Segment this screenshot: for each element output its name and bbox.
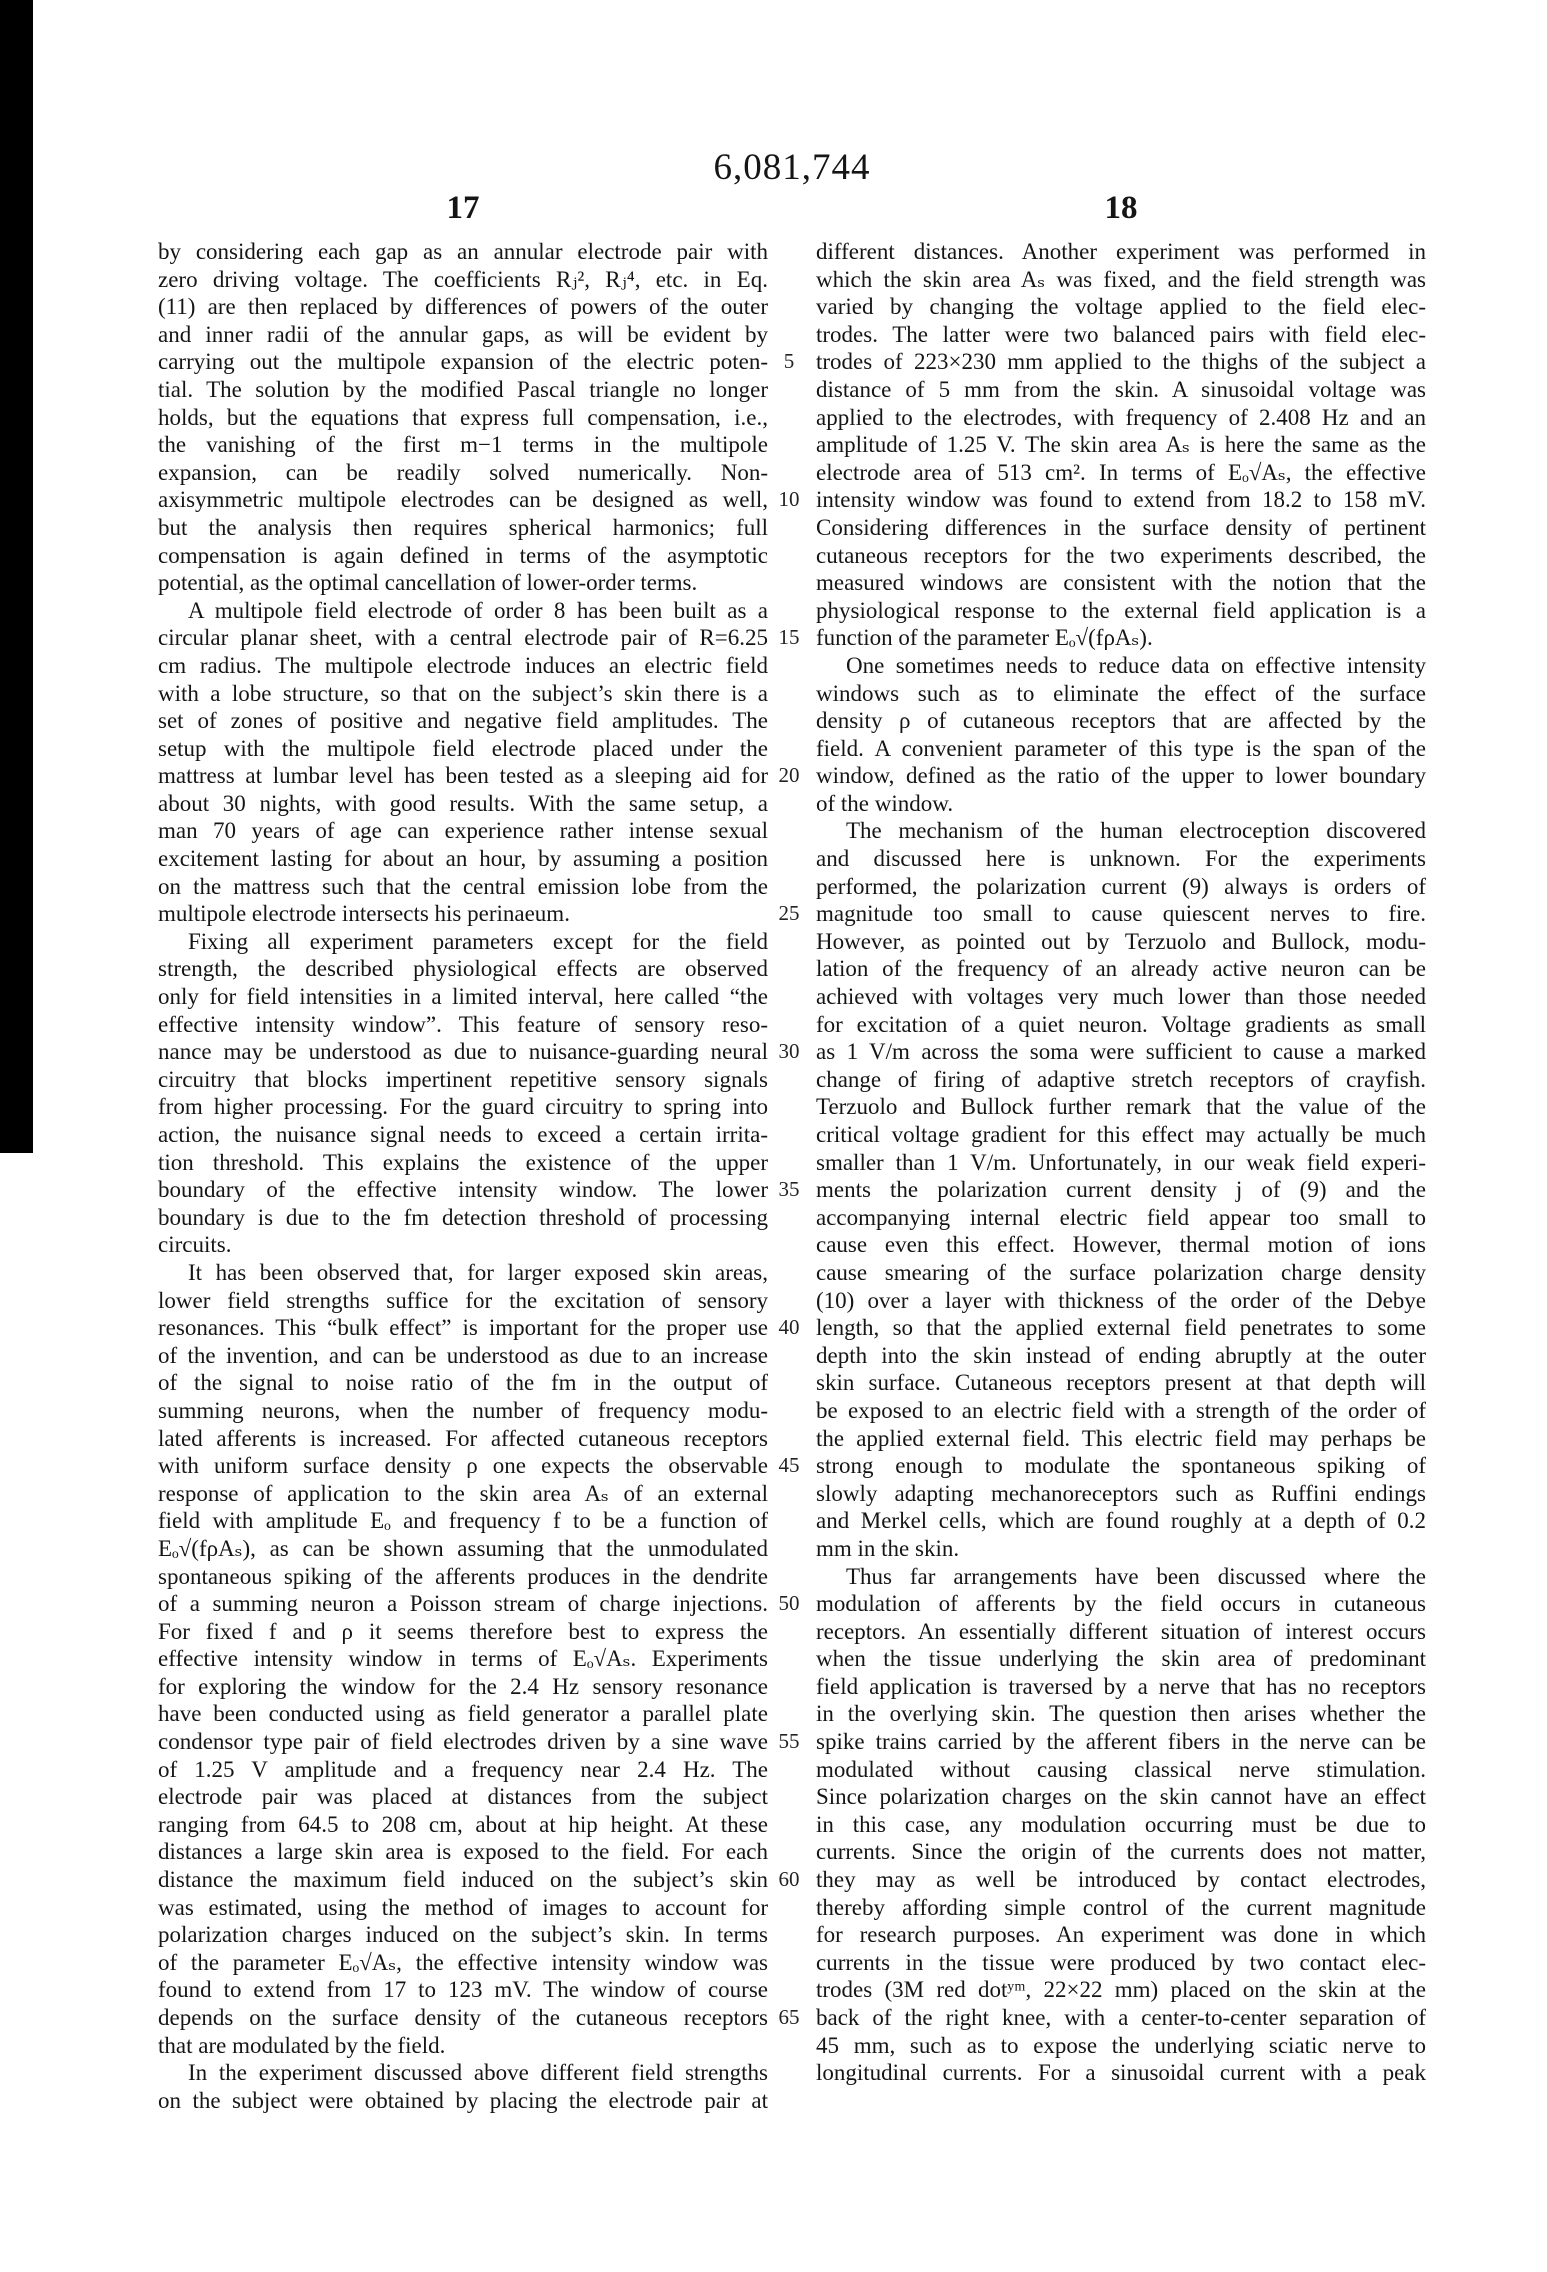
line-number: 5 xyxy=(783,349,795,374)
text-line: from higher processing. For the guard circuitry to spring into xyxy=(158,1094,768,1120)
line-number: 25 xyxy=(778,901,800,926)
text-line: trodes (3M red dotʸᵐ, 22×22 mm) placed on the skin at the xyxy=(816,1977,1426,2003)
text-line: spike trains carried by the afferent fibers in the nerve can be xyxy=(816,1729,1426,1755)
text-line: field. A convenient parameter of this type is the span of the xyxy=(816,735,1426,761)
text-line: distance of 5 mm from the skin. A sinusoidal voltage was xyxy=(816,376,1426,402)
text-line: for research purposes. An experiment was done in which xyxy=(816,1922,1426,1948)
line-number: 60 xyxy=(778,1867,800,1892)
text-line: distances a large skin area is exposed to the field. For each xyxy=(158,1839,768,1865)
text-line: nance may be understood as due to nuisance-guarding neural xyxy=(158,1039,768,1065)
text-line: which the skin area Aₛ was fixed, and the field strength was xyxy=(816,266,1426,292)
text-line: lated afferents is increased. For affected cutaneous receptors xyxy=(158,1425,768,1451)
text-line: Since polarization charges on the skin cannot have an effect xyxy=(816,1784,1426,1810)
text-line: It has been observed that, for larger exposed skin areas, xyxy=(188,1259,768,1285)
line-number: 55 xyxy=(778,1729,800,1754)
text-line: density ρ of cutaneous receptors that are affected by the xyxy=(816,708,1426,734)
text-column-right xyxy=(816,238,1426,2087)
text-line: currents in the tissue were produced by two contact elec- xyxy=(816,1949,1426,1975)
text-line: compensation is again defined in terms of the asymptotic xyxy=(158,542,768,568)
line-number: 10 xyxy=(778,487,800,512)
text-line: for exploring the window for the 2.4 Hz sensory resonance xyxy=(158,1673,768,1699)
text-line: Terzuolo and Bullock further remark that the value of the xyxy=(816,1094,1426,1120)
text-line: that are modulated by the field. xyxy=(158,2032,446,2058)
text-line: magnitude too small to cause quiescent nerves to fire. xyxy=(816,901,1426,927)
text-line: (10) over a layer with thickness of the order of the Debye xyxy=(816,1287,1426,1313)
text-line: potential, as the optimal cancellation of lower-order terms. xyxy=(158,570,698,596)
text-line: depth into the skin instead of ending abruptly at the outer xyxy=(816,1342,1426,1368)
text-line: function of the parameter Eₒ√(fρAₛ). xyxy=(816,625,1153,651)
text-line: of the window. xyxy=(816,790,954,816)
text-line: multipole electrode intersects his perinaeum. xyxy=(158,901,570,927)
text-line: For fixed f and ρ it seems therefore best to express the xyxy=(158,1618,768,1644)
text-line: as 1 V/m across the soma were sufficient to cause a marked xyxy=(816,1039,1426,1065)
text-line: on the subject were obtained by placing the electrode pair at xyxy=(158,2087,768,2113)
line-number: 40 xyxy=(778,1315,800,1340)
text-line: but the analysis then requires spherical harmonics; full xyxy=(158,514,768,540)
text-line: tial. The solution by the modified Pascal triangle no longer xyxy=(158,376,768,402)
line-number: 65 xyxy=(778,2005,800,2030)
text-line: carrying out the multipole expansion of the electric poten- xyxy=(158,349,768,375)
text-line: by considering each gap as an annular electrode pair with xyxy=(158,239,768,264)
text-line: lower field strengths suffice for the excitation of sensory xyxy=(158,1287,768,1313)
text-line: with uniform surface density ρ one expects the observable xyxy=(158,1453,768,1479)
text-line: of the invention, and can be understood as due to an increase xyxy=(158,1342,768,1368)
line-number: 15 xyxy=(778,625,800,650)
text-line: length, so that the applied external field penetrates to some xyxy=(816,1315,1426,1341)
text-line: circular planar sheet, with a central electrode pair of R=6.25 xyxy=(158,625,768,651)
scan-artifact-bar xyxy=(0,0,33,1153)
text-line: cutaneous receptors for the two experiments described, the xyxy=(816,542,1426,568)
text-line: only for field intensities in a limited interval, here called “the xyxy=(158,984,768,1010)
text-line: accompanying internal electric field appear too small to xyxy=(816,1204,1426,1230)
text-line: depends on the surface density of the cutaneous receptors xyxy=(158,2005,768,2030)
text-line: circuitry that blocks impertinent repetitive sensory signals xyxy=(158,1066,768,1092)
text-line: back of the right knee, with a center-to-center separation of xyxy=(816,2005,1426,2030)
line-number-gutter xyxy=(766,238,812,2038)
text-line: critical voltage gradient for this effect may actually be much xyxy=(816,1122,1426,1147)
text-line: and Merkel cells, which are found roughly at a depth of 0.2 xyxy=(816,1508,1426,1534)
text-line: cm radius. The multipole electrode induces an electric field xyxy=(158,652,768,678)
text-line: excitement lasting for about an hour, by assuming a position xyxy=(158,846,768,872)
text-line: Considering differences in the surface density of pertinent xyxy=(816,514,1426,540)
text-line: longitudinal currents. For a sinusoidal current with a peak xyxy=(816,2060,1426,2086)
line-number: 50 xyxy=(778,1591,800,1616)
text-line: circuits. xyxy=(158,1232,232,1258)
text-line: and inner radii of the annular gaps, as will be evident by xyxy=(158,321,768,347)
text-line: of a summing neuron a Poisson stream of charge injections. xyxy=(158,1591,768,1617)
text-line: physiological response to the external field application is a xyxy=(816,597,1426,623)
text-line: of 1.25 V amplitude and a frequency near 2.4 Hz. The xyxy=(158,1756,768,1782)
text-line: mattress at lumbar level has been tested as a sleeping aid for xyxy=(158,763,768,789)
text-line: cause smearing of the surface polarization charge density xyxy=(816,1259,1426,1285)
line-number: 35 xyxy=(778,1177,800,1202)
text-line: Thus far arrangements have been discussed where the xyxy=(846,1563,1426,1589)
text-line: tion threshold. This explains the existence of the upper xyxy=(158,1149,768,1175)
text-line: field application is traversed by a nerve that has no receptors xyxy=(816,1673,1426,1699)
text-line: set of zones of positive and negative field amplitudes. The xyxy=(158,708,768,734)
text-line: achieved with voltages very much lower than those needed xyxy=(816,984,1426,1010)
text-line: summing neurons, when the number of frequency modu- xyxy=(158,1397,768,1423)
text-line: (11) are then replaced by differences of powers of the outer xyxy=(158,294,768,320)
text-line: ments the polarization current density j of (9) and the xyxy=(816,1177,1426,1203)
text-line: performed, the polarization current (9) always is orders of xyxy=(816,873,1426,899)
text-line: Eₒ√(fρAₛ), as can be shown assuming that the unmodulated xyxy=(158,1535,768,1561)
text-line: modulation of afferents by the field occurs in cutaneous xyxy=(816,1591,1426,1617)
text-line: field with amplitude Eₒ and frequency f to be a function of xyxy=(158,1508,768,1534)
text-line: applied to the electrodes, with frequency of 2.408 Hz and an xyxy=(816,404,1426,430)
text-line: lation of the frequency of an already active neuron can be xyxy=(816,956,1426,982)
text-line: window, defined as the ratio of the upper to lower boundary xyxy=(816,763,1426,789)
text-line: zero driving voltage. The coefficients Rⱼ², Rⱼ⁴, etc. in Eq. xyxy=(158,266,768,292)
text-line: mm in the skin. xyxy=(816,1535,960,1561)
text-line: intensity window was found to extend from 18.2 to 158 mV. xyxy=(816,487,1426,513)
text-line: ranging from 64.5 to 208 cm, about at hip height. At these xyxy=(158,1811,768,1837)
text-line: thereby affording simple control of the current magnitude xyxy=(816,1894,1426,1920)
text-line: slowly adapting mechanoreceptors such as Ruffini endings xyxy=(816,1480,1426,1506)
text-line: receptors. An essentially different situation of interest occurs xyxy=(816,1618,1426,1644)
line-number: 30 xyxy=(778,1039,800,1064)
text-line: One sometimes needs to reduce data on effective intensity xyxy=(846,652,1426,678)
text-column-left xyxy=(158,238,768,2114)
text-line: Fixing all experiment parameters except for the field xyxy=(188,928,768,954)
text-line: found to extend from 17 to 123 mV. The window of course xyxy=(158,1977,768,2003)
text-line: in this case, any modulation occurring must be due to xyxy=(816,1811,1426,1837)
line-number: 45 xyxy=(778,1453,800,1478)
text-line: measured windows are consistent with the notion that the xyxy=(816,570,1426,596)
text-line: strong enough to modulate the spontaneous spiking of xyxy=(816,1453,1426,1479)
text-line: effective intensity window in terms of Eₒ√Aₛ. Experiments xyxy=(158,1646,768,1672)
text-line: skin surface. Cutaneous receptors present at that depth will xyxy=(816,1370,1426,1396)
column-number-right: 18 xyxy=(1104,190,1138,226)
text-line: the vanishing of the first m−1 terms in the multipole xyxy=(158,432,768,458)
text-line: currents. Since the origin of the currents does not matter, xyxy=(816,1839,1426,1865)
text-line: action, the nuisance signal needs to exceed a certain irrita- xyxy=(158,1122,768,1147)
text-line: different distances. Another experiment was performed in xyxy=(816,239,1426,264)
text-line: amplitude of 1.25 V. The skin area Aₛ is here the same as the xyxy=(816,432,1426,458)
text-line: for excitation of a quiet neuron. Voltage gradients as small xyxy=(816,1011,1426,1037)
text-line: smaller than 1 V/m. Unfortunately, in our weak field experi- xyxy=(816,1149,1426,1175)
text-line: was estimated, using the method of images to account for xyxy=(158,1894,768,1920)
text-line: of the parameter Eₒ√Aₛ, the effective intensity window was xyxy=(158,1949,768,1975)
text-line: axisymmetric multipole electrodes can be designed as well, xyxy=(158,487,768,513)
text-line: A multipole field electrode of order 8 has been built as a xyxy=(188,597,768,623)
line-number: 20 xyxy=(778,763,800,788)
text-line: The mechanism of the human electroception discovered xyxy=(846,818,1426,844)
text-line: 45 mm, such as to expose the underlying sciatic nerve to xyxy=(816,2032,1426,2058)
text-line: resonances. This “bulk effect” is important for the proper use xyxy=(158,1315,768,1341)
text-line: and discussed here is unknown. For the experiments xyxy=(816,846,1426,872)
text-line: strength, the described physiological effects are observed xyxy=(158,956,768,982)
text-line: However, as pointed out by Terzuolo and Bullock, modu- xyxy=(816,928,1426,954)
text-line: expansion, can be readily solved numerically. Non- xyxy=(158,459,768,485)
text-line: condensor type pair of field electrodes driven by a sine wave xyxy=(158,1729,768,1755)
text-line: electrode pair was placed at distances from the subject xyxy=(158,1784,768,1810)
text-line: have been conducted using as field generator a parallel plate xyxy=(158,1701,768,1727)
text-line: trodes of 223×230 mm applied to the thighs of the subject a xyxy=(816,349,1426,375)
text-line: about 30 nights, with good results. With the same setup, a xyxy=(158,790,768,816)
text-line: change of firing of adaptive stretch receptors of crayfish. xyxy=(816,1066,1426,1092)
text-line: spontaneous spiking of the afferents produces in the dendrite xyxy=(158,1563,768,1589)
text-line: the applied external field. This electric field may perhaps be xyxy=(816,1425,1426,1451)
text-line: when the tissue underlying the skin area of predominant xyxy=(816,1646,1426,1672)
text-line: distance the maximum field induced on the subject’s skin xyxy=(158,1867,768,1893)
text-line: on the mattress such that the central emission lobe from the xyxy=(158,873,768,899)
text-line: varied by changing the voltage applied to the field elec- xyxy=(816,294,1426,320)
text-line: response of application to the skin area Aₛ of an external xyxy=(158,1480,768,1506)
text-line: trodes. The latter were two balanced pairs with field elec- xyxy=(816,321,1426,347)
text-line: holds, but the equations that express full compensation, i.e., xyxy=(158,404,768,430)
patent-number: 6,081,744 xyxy=(713,147,871,188)
text-line: in the overlying skin. The question then arises whether the xyxy=(816,1701,1426,1727)
text-line: polarization charges induced on the subject’s skin. In terms xyxy=(158,1922,768,1948)
text-line: electrode area of 513 cm². In terms of Eₒ√Aₛ, the effective xyxy=(816,459,1426,485)
text-line: boundary of the effective intensity window. The lower xyxy=(158,1177,768,1203)
text-line: boundary is due to the fm detection threshold of processing xyxy=(158,1204,768,1230)
text-line: windows such as to eliminate the effect of the surface xyxy=(816,680,1426,706)
text-line: cause even this effect. However, thermal motion of ions xyxy=(816,1232,1426,1258)
text-line: with a lobe structure, so that on the subject’s skin there is a xyxy=(158,680,768,706)
text-line: effective intensity window”. This feature of sensory reso- xyxy=(158,1011,768,1037)
text-line: modulated without causing classical nerve stimulation. xyxy=(816,1756,1426,1782)
text-line: In the experiment discussed above different field strengths xyxy=(188,2060,768,2086)
text-line: of the signal to noise ratio of the fm in the output of xyxy=(158,1370,768,1396)
text-line: man 70 years of age can experience rather intense sexual xyxy=(158,818,768,844)
column-number-left: 17 xyxy=(446,190,480,226)
text-line: setup with the multipole field electrode placed under the xyxy=(158,735,768,761)
text-line: be exposed to an electric field with a strength of the order of xyxy=(816,1397,1426,1423)
text-line: they may as well be introduced by contact electrodes, xyxy=(816,1867,1426,1893)
